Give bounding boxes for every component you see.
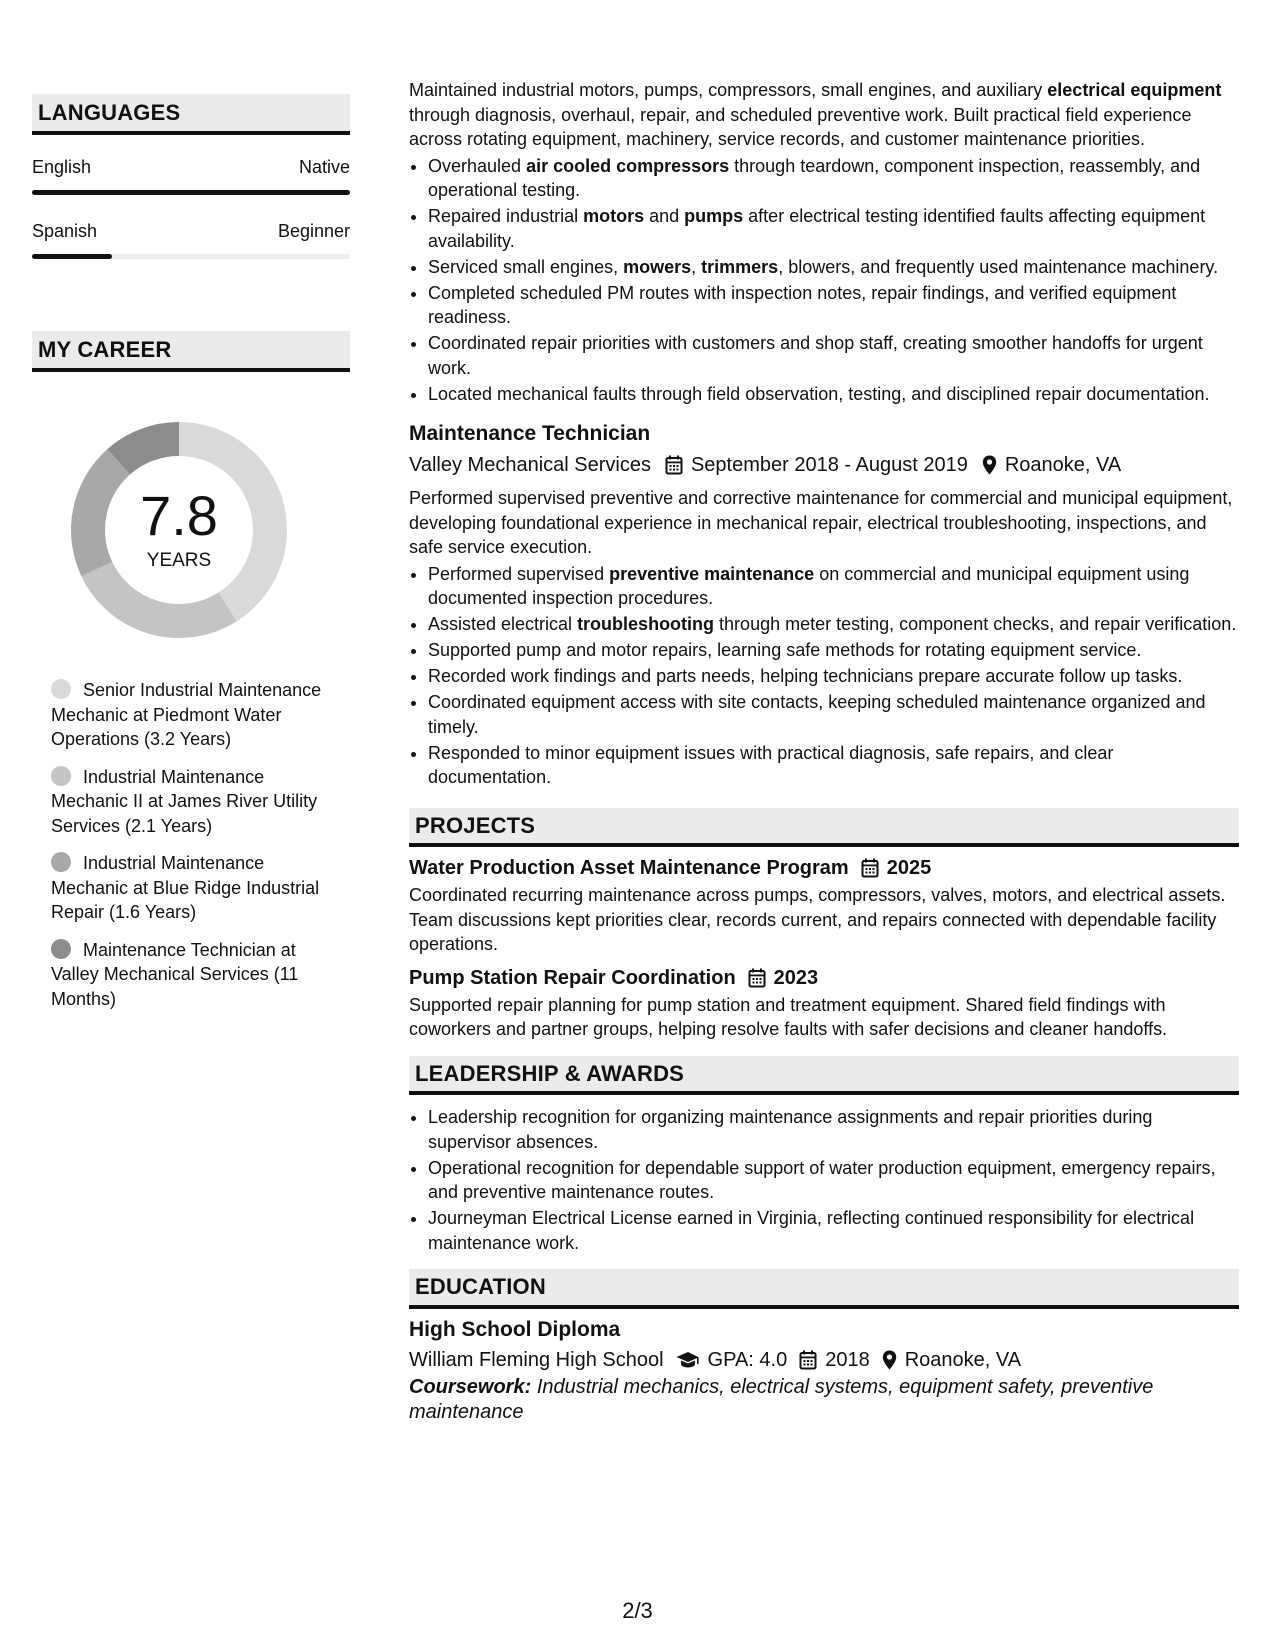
legend-dot [51,766,71,786]
career-total: 7.8 [140,484,218,547]
project-entry [409,853,1239,957]
language-level: Native [298,157,350,177]
job-location: Roanoke, VA [1004,454,1122,476]
project-description: Supported repair planning for pump station and treatment equipment. Shared field findings with coworkers and partner groups, helping resolve faults with safer decisions and cleaner handoffs. [409,994,1168,1039]
legend-dot [51,679,71,699]
career-legend [32,678,341,1011]
school-name: William Fleming High School [409,1348,664,1371]
project-year: 2023 [773,966,819,989]
job-title: Maintenance Technician [409,422,651,445]
project-year: 2025 [886,857,932,879]
project-name: Pump Station Repair Coordination [409,966,736,989]
location-pin-icon [982,455,997,475]
job-meta [409,450,1239,480]
leadership-item: • Operational recognition for dependable support of water production equipment, emergency repairs, and preventive maintenance routes. [428,1156,1239,1205]
legend-dot [51,939,71,959]
graduation-cap-icon [676,1351,700,1369]
bullet-item: • Assisted electrical troubleshooting through meter testing, component checks, and repair verification. [428,612,1239,637]
project-name: Water Production Asset Maintenance Program [409,857,849,879]
gpa: GPA: 4.0 [707,1348,788,1371]
bullet-item: • Supported pump and motor repairs, learning safe methods for rotating equipment service. [428,638,1239,663]
job-summary: Performed supervised preventive and corrective maintenance for commercial and municipal equipment, developing foundational experience in mechanical repair, electrical troubleshooting, inspections, and safe service execution. [409,488,1233,557]
language-bar [32,254,350,259]
calendar-icon [665,455,683,475]
coursework-text: Industrial mechanics, electrical systems, equipment safety, preventive maintenance [409,1375,1154,1423]
bullet-item: • Completed scheduled PM routes with inspection notes, repair findings, and verified equipment readiness. [428,281,1239,330]
language-bar [32,190,350,195]
legend-item: Industrial Maintenance Mechanic II at James River Utility Services (2.1 Years) [51,766,318,836]
job-bullets [409,562,1239,790]
degree: High School Diploma [409,1317,621,1341]
prev-job-bullets [409,154,1239,407]
bullet-item: • Serviced small engines, mowers, trimmers, blowers, and frequently used maintenance machinery. [428,255,1239,280]
project-description: Coordinated recurring maintenance across pumps, compressors, valves, motors, and electrical assets. Team discussions kept priorities clear, records current, and repairs connected with dependable facility operations. [409,885,1226,954]
bullet-item: • Recorded work findings and parts needs, helping technicians prepare accurate follow up tasks. [428,664,1239,689]
main-content [409,78,1239,1425]
company-name: Valley Mechanical Services [409,454,651,476]
project-entry [409,963,1239,1042]
language-spanish [32,221,350,259]
legend-item: Industrial Maintenance Mechanic at Blue Ridge Industrial Repair (1.6 Years) [51,853,320,922]
education-header: EDUCATION [409,1269,1239,1309]
bullet-item: • Performed supervised preventive maintenance on commercial and municipal equipment using documented inspection procedures. [428,562,1239,611]
language-name: English [32,157,92,177]
sidebar [32,94,350,1024]
bullet-item: • Located mechanical faults through field observation, testing, and disciplined repair documentation. [428,382,1239,407]
prev-job-summary: Maintained industrial motors, pumps, compressors, small engines, and auxiliary electrical equipment through diagnosis, overhaul, repair, and scheduled preventive work. Built practical field experience across rotating equipment, machinery, service records, and customer maintenance priorities. [409,80,1222,149]
language-english [32,157,350,195]
career-header: MY CAREER [32,331,350,372]
leadership-item: • Leadership recognition for organizing maintenance assignments and repair priorities during supervisor absences. [428,1105,1239,1154]
calendar-icon [748,968,766,988]
location-pin-icon [882,1350,897,1370]
language-bar-fill [32,190,350,195]
languages-header: LANGUAGES [32,94,350,135]
legend-dot [51,852,71,872]
bullet-item: • Repaired industrial motors and pumps after electrical testing identified faults affecting equipment availability. [428,204,1239,253]
job-entry [409,419,1239,790]
education-entry [409,1315,1239,1425]
calendar-icon [799,1350,817,1370]
graduation-year: 2018 [825,1348,870,1371]
leadership-list [409,1105,1239,1255]
school-location: Roanoke, VA [904,1348,1022,1371]
coursework [409,1375,1239,1425]
bullet-item: • Coordinated equipment access with site contacts, keeping scheduled maintenance organized and timely. [428,690,1239,739]
language-level: Beginner [277,221,350,241]
projects-header: PROJECTS [409,808,1239,848]
bullet-item: • Overhauled air cooled compressors through teardown, component inspection, reassembly, and operational testing. [428,154,1239,203]
leadership-header: LEADERSHIP & AWARDS [409,1056,1239,1096]
bullet-item: • Coordinated repair priorities with customers and shop staff, creating smoother handoffs for urgent work. [428,331,1239,380]
language-bar-fill [32,254,112,259]
leadership-item: • Journeyman Electrical License earned in Virginia, reflecting continued responsibility for electrical maintenance work. [428,1206,1239,1255]
bullet-item: • Responded to minor equipment issues with practical diagnosis, safe repairs, and clear documentation. [428,741,1239,790]
job-dates: September 2018 - August 2019 [690,454,968,476]
page-number: 2/3 [622,1598,653,1623]
language-name: Spanish [32,221,98,241]
career-unit: YEARS [146,550,212,571]
calendar-icon [861,858,879,878]
career-donut-chart [65,416,293,644]
coursework-label: Coursework: [409,1375,532,1398]
legend-item: Senior Industrial Maintenance Mechanic at Piedmont Water Operations (3.2 Years) [51,680,322,749]
legend-item: Maintenance Technician at Valley Mechanical Services (11 Months) [51,939,299,1009]
